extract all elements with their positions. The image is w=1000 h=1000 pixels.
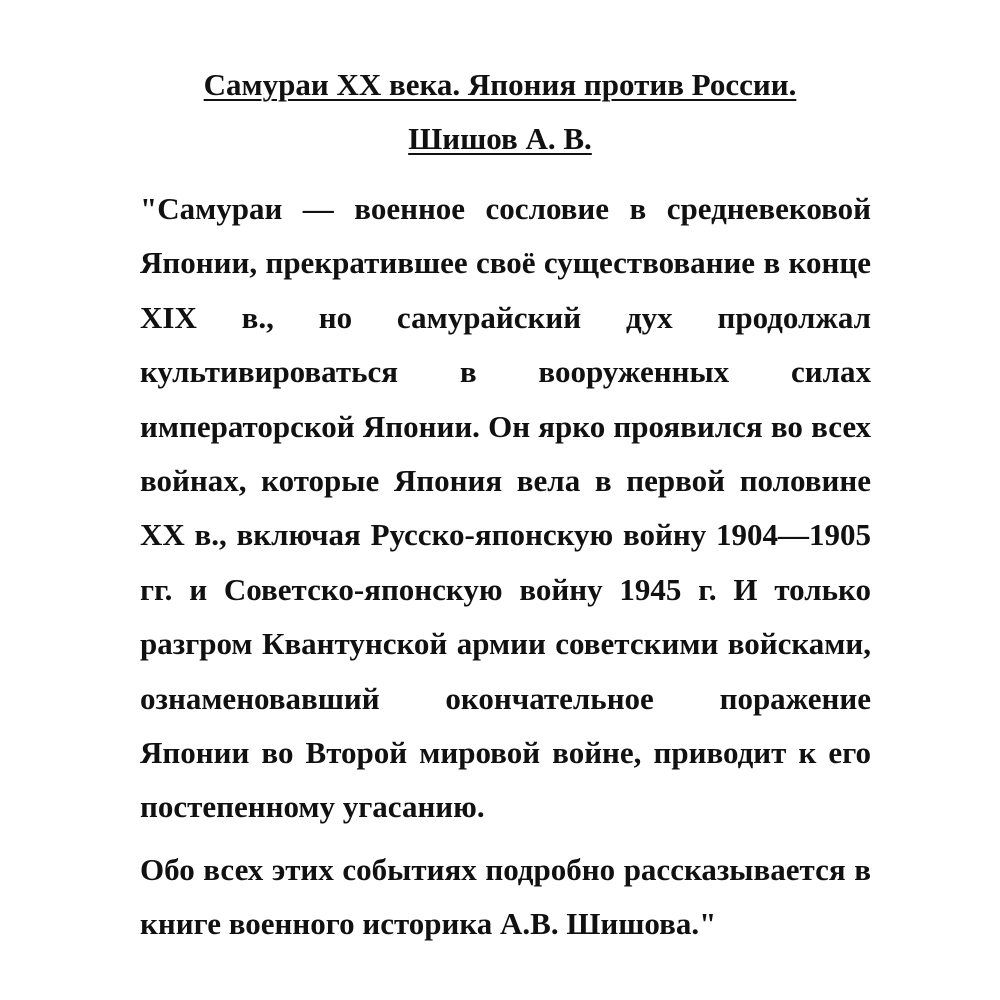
annotation-text [140, 182, 871, 952]
annotation-paragraph-2: Обо всех этих событиях подробно рассказывается в книге военного историка А.В. Шишова." [140, 851, 871, 942]
title-block [0, 58, 1000, 166]
book-author: Шишов А. В. [408, 121, 592, 156]
book-title: Самураи XX века. Япония против России. [203, 67, 797, 102]
annotation-paragraph-1: "Самураи — военное сословие в средневековой Японии, прекратившее своё существование в конце XIX в., но самурайский дух продолжал культивироваться в вооруженных силах императорской Японии. Он ярко проявился во всех войнах, которые Япония вела в первой половине XX в., включая Русско-японскую войну 1904—1905 гг. и Советско-японскую войну 1945 г. И только разгром Квантунской армии советскими войсками, ознаменовавший окончательное поражение Японии во Второй мировой войне, приводит к его постепенному угасанию. [140, 191, 871, 825]
